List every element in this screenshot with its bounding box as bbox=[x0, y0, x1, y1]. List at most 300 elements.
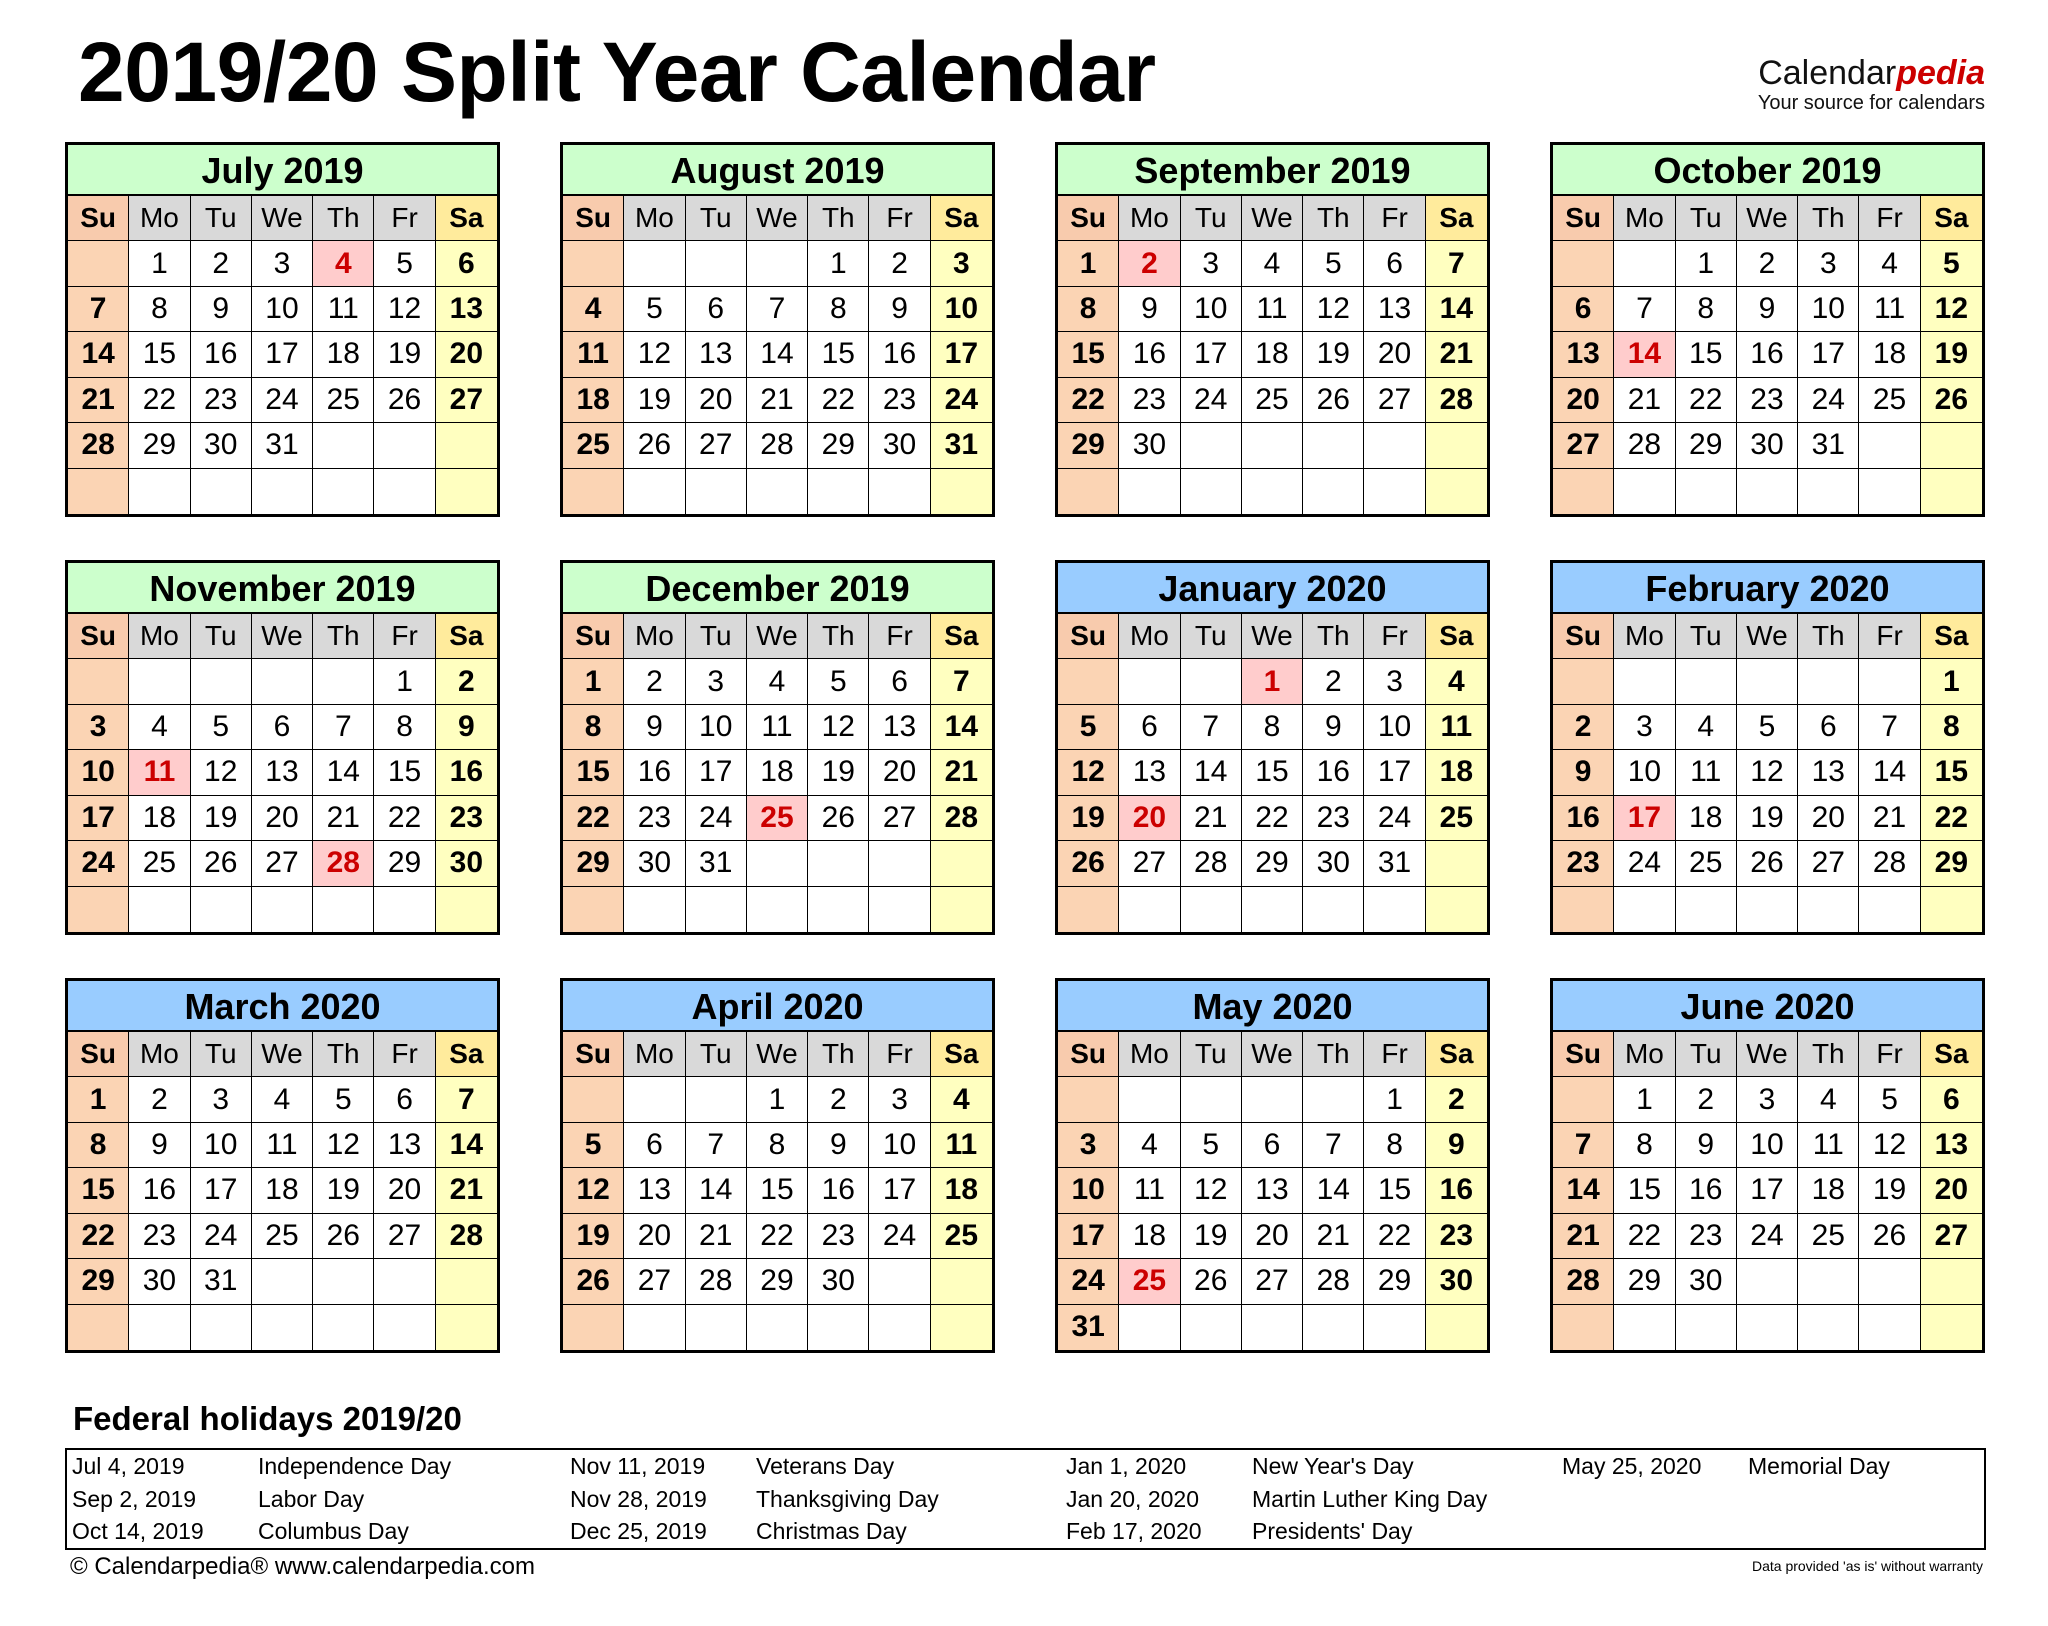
day-cell[interactable]: 13 bbox=[1921, 1123, 1982, 1168]
day-cell[interactable]: 24 bbox=[1181, 378, 1242, 423]
day-cell[interactable]: 6 bbox=[1242, 1123, 1303, 1168]
day-cell[interactable]: 24 bbox=[1614, 841, 1675, 886]
day-cell[interactable]: 9 bbox=[1426, 1123, 1487, 1168]
day-cell[interactable]: 14 bbox=[1859, 750, 1920, 795]
day-cell[interactable]: 17 bbox=[869, 1168, 930, 1213]
day-cell[interactable]: 23 bbox=[1119, 378, 1180, 423]
day-cell[interactable]: 12 bbox=[313, 1123, 374, 1168]
day-cell[interactable]: 15 bbox=[129, 332, 190, 377]
day-cell[interactable]: 14 bbox=[436, 1123, 497, 1168]
day-cell[interactable]: 29 bbox=[1614, 1259, 1675, 1304]
day-cell[interactable]: 24 bbox=[1364, 796, 1425, 841]
day-cell[interactable]: 5 bbox=[374, 241, 435, 286]
day-cell[interactable]: 13 bbox=[374, 1123, 435, 1168]
day-cell[interactable]: 30 bbox=[129, 1259, 190, 1304]
day-cell[interactable]: 20 bbox=[1364, 332, 1425, 377]
day-cell[interactable]: 15 bbox=[563, 750, 624, 795]
day-cell[interactable]: 14 bbox=[1181, 750, 1242, 795]
day-cell[interactable]: 18 bbox=[252, 1168, 313, 1213]
day-cell[interactable]: 29 bbox=[1058, 423, 1119, 468]
day-cell[interactable]: 18 bbox=[1798, 1168, 1859, 1213]
day-cell[interactable]: 20 bbox=[1553, 378, 1614, 423]
day-cell[interactable]: 9 bbox=[869, 287, 930, 332]
day-cell[interactable]: 4 bbox=[1859, 241, 1920, 286]
day-cell[interactable]: 7 bbox=[931, 659, 992, 704]
holiday-day-cell[interactable]: 1 bbox=[1242, 659, 1303, 704]
day-cell[interactable]: 28 bbox=[1303, 1259, 1364, 1304]
day-cell[interactable]: 18 bbox=[313, 332, 374, 377]
day-cell[interactable]: 21 bbox=[1614, 378, 1675, 423]
day-cell[interactable]: 3 bbox=[1181, 241, 1242, 286]
day-cell[interactable]: 22 bbox=[563, 796, 624, 841]
day-cell[interactable]: 21 bbox=[1426, 332, 1487, 377]
day-cell[interactable]: 11 bbox=[563, 332, 624, 377]
day-cell[interactable]: 29 bbox=[808, 423, 869, 468]
day-cell[interactable]: 10 bbox=[869, 1123, 930, 1168]
day-cell[interactable]: 24 bbox=[1058, 1259, 1119, 1304]
day-cell[interactable]: 5 bbox=[1859, 1077, 1920, 1122]
day-cell[interactable]: 18 bbox=[1119, 1214, 1180, 1259]
day-cell[interactable]: 15 bbox=[1614, 1168, 1675, 1213]
day-cell[interactable]: 10 bbox=[68, 750, 129, 795]
day-cell[interactable]: 29 bbox=[747, 1259, 808, 1304]
day-cell[interactable]: 22 bbox=[1242, 796, 1303, 841]
day-cell[interactable]: 25 bbox=[563, 423, 624, 468]
day-cell[interactable]: 5 bbox=[624, 287, 685, 332]
day-cell[interactable]: 20 bbox=[374, 1168, 435, 1213]
day-cell[interactable]: 4 bbox=[1119, 1123, 1180, 1168]
day-cell[interactable]: 5 bbox=[191, 705, 252, 750]
day-cell[interactable]: 7 bbox=[747, 287, 808, 332]
day-cell[interactable]: 12 bbox=[1058, 750, 1119, 795]
day-cell[interactable]: 30 bbox=[1676, 1259, 1737, 1304]
day-cell[interactable]: 25 bbox=[129, 841, 190, 886]
day-cell[interactable]: 30 bbox=[1426, 1259, 1487, 1304]
day-cell[interactable]: 5 bbox=[1921, 241, 1982, 286]
day-cell[interactable]: 23 bbox=[808, 1214, 869, 1259]
day-cell[interactable]: 20 bbox=[686, 378, 747, 423]
day-cell[interactable]: 22 bbox=[1364, 1214, 1425, 1259]
day-cell[interactable]: 1 bbox=[1921, 659, 1982, 704]
day-cell[interactable]: 11 bbox=[1242, 287, 1303, 332]
day-cell[interactable]: 31 bbox=[191, 1259, 252, 1304]
day-cell[interactable]: 9 bbox=[436, 705, 497, 750]
day-cell[interactable]: 17 bbox=[686, 750, 747, 795]
day-cell[interactable]: 5 bbox=[563, 1123, 624, 1168]
day-cell[interactable]: 21 bbox=[931, 750, 992, 795]
day-cell[interactable]: 13 bbox=[1364, 287, 1425, 332]
day-cell[interactable]: 2 bbox=[624, 659, 685, 704]
day-cell[interactable]: 2 bbox=[1553, 705, 1614, 750]
day-cell[interactable]: 12 bbox=[624, 332, 685, 377]
day-cell[interactable]: 6 bbox=[436, 241, 497, 286]
day-cell[interactable]: 27 bbox=[686, 423, 747, 468]
day-cell[interactable]: 31 bbox=[252, 423, 313, 468]
day-cell[interactable]: 2 bbox=[869, 241, 930, 286]
day-cell[interactable]: 26 bbox=[1859, 1214, 1920, 1259]
day-cell[interactable]: 12 bbox=[1859, 1123, 1920, 1168]
day-cell[interactable]: 24 bbox=[931, 378, 992, 423]
day-cell[interactable]: 7 bbox=[1553, 1123, 1614, 1168]
day-cell[interactable]: 27 bbox=[1921, 1214, 1982, 1259]
day-cell[interactable]: 30 bbox=[869, 423, 930, 468]
day-cell[interactable]: 29 bbox=[1921, 841, 1982, 886]
day-cell[interactable]: 4 bbox=[1242, 241, 1303, 286]
day-cell[interactable]: 23 bbox=[129, 1214, 190, 1259]
day-cell[interactable]: 9 bbox=[624, 705, 685, 750]
day-cell[interactable]: 18 bbox=[1859, 332, 1920, 377]
day-cell[interactable]: 17 bbox=[68, 796, 129, 841]
day-cell[interactable]: 21 bbox=[68, 378, 129, 423]
day-cell[interactable]: 21 bbox=[1859, 796, 1920, 841]
day-cell[interactable]: 25 bbox=[931, 1214, 992, 1259]
day-cell[interactable]: 7 bbox=[313, 705, 374, 750]
day-cell[interactable]: 27 bbox=[436, 378, 497, 423]
day-cell[interactable]: 28 bbox=[1426, 378, 1487, 423]
day-cell[interactable]: 9 bbox=[808, 1123, 869, 1168]
day-cell[interactable]: 28 bbox=[68, 423, 129, 468]
day-cell[interactable]: 29 bbox=[1242, 841, 1303, 886]
day-cell[interactable]: 12 bbox=[1303, 287, 1364, 332]
day-cell[interactable]: 7 bbox=[68, 287, 129, 332]
day-cell[interactable]: 28 bbox=[1614, 423, 1675, 468]
day-cell[interactable]: 13 bbox=[1119, 750, 1180, 795]
day-cell[interactable]: 25 bbox=[1242, 378, 1303, 423]
day-cell[interactable]: 1 bbox=[1364, 1077, 1425, 1122]
day-cell[interactable]: 10 bbox=[191, 1123, 252, 1168]
day-cell[interactable]: 17 bbox=[1181, 332, 1242, 377]
day-cell[interactable]: 26 bbox=[374, 378, 435, 423]
day-cell[interactable]: 28 bbox=[1859, 841, 1920, 886]
day-cell[interactable]: 28 bbox=[747, 423, 808, 468]
day-cell[interactable]: 17 bbox=[1364, 750, 1425, 795]
day-cell[interactable]: 14 bbox=[1426, 287, 1487, 332]
day-cell[interactable]: 23 bbox=[624, 796, 685, 841]
day-cell[interactable]: 13 bbox=[869, 705, 930, 750]
day-cell[interactable]: 3 bbox=[1364, 659, 1425, 704]
day-cell[interactable]: 25 bbox=[313, 378, 374, 423]
day-cell[interactable]: 31 bbox=[931, 423, 992, 468]
day-cell[interactable]: 29 bbox=[129, 423, 190, 468]
day-cell[interactable]: 16 bbox=[1676, 1168, 1737, 1213]
day-cell[interactable]: 23 bbox=[1737, 378, 1798, 423]
day-cell[interactable]: 16 bbox=[1737, 332, 1798, 377]
day-cell[interactable]: 17 bbox=[252, 332, 313, 377]
day-cell[interactable]: 28 bbox=[436, 1214, 497, 1259]
day-cell[interactable]: 9 bbox=[1737, 287, 1798, 332]
day-cell[interactable]: 4 bbox=[1676, 705, 1737, 750]
day-cell[interactable]: 8 bbox=[129, 287, 190, 332]
day-cell[interactable]: 21 bbox=[686, 1214, 747, 1259]
day-cell[interactable]: 11 bbox=[313, 287, 374, 332]
day-cell[interactable]: 18 bbox=[1242, 332, 1303, 377]
day-cell[interactable]: 17 bbox=[1737, 1168, 1798, 1213]
day-cell[interactable]: 15 bbox=[1676, 332, 1737, 377]
day-cell[interactable]: 10 bbox=[1614, 750, 1675, 795]
day-cell[interactable]: 1 bbox=[563, 659, 624, 704]
day-cell[interactable]: 28 bbox=[931, 796, 992, 841]
brand-logo[interactable] bbox=[1758, 56, 1985, 113]
day-cell[interactable]: 7 bbox=[1303, 1123, 1364, 1168]
day-cell[interactable]: 1 bbox=[1614, 1077, 1675, 1122]
day-cell[interactable]: 23 bbox=[869, 378, 930, 423]
day-cell[interactable]: 3 bbox=[1798, 241, 1859, 286]
day-cell[interactable]: 2 bbox=[1737, 241, 1798, 286]
day-cell[interactable]: 1 bbox=[747, 1077, 808, 1122]
day-cell[interactable]: 17 bbox=[1058, 1214, 1119, 1259]
day-cell[interactable]: 26 bbox=[563, 1259, 624, 1304]
day-cell[interactable]: 11 bbox=[1676, 750, 1737, 795]
day-cell[interactable]: 19 bbox=[1181, 1214, 1242, 1259]
day-cell[interactable]: 12 bbox=[1737, 750, 1798, 795]
day-cell[interactable]: 22 bbox=[808, 378, 869, 423]
day-cell[interactable]: 19 bbox=[1921, 332, 1982, 377]
day-cell[interactable]: 18 bbox=[129, 796, 190, 841]
day-cell[interactable]: 23 bbox=[191, 378, 252, 423]
day-cell[interactable]: 8 bbox=[1614, 1123, 1675, 1168]
day-cell[interactable]: 9 bbox=[1119, 287, 1180, 332]
day-cell[interactable]: 9 bbox=[129, 1123, 190, 1168]
day-cell[interactable]: 12 bbox=[1921, 287, 1982, 332]
day-cell[interactable]: 4 bbox=[931, 1077, 992, 1122]
day-cell[interactable]: 4 bbox=[1798, 1077, 1859, 1122]
day-cell[interactable]: 6 bbox=[252, 705, 313, 750]
day-cell[interactable]: 2 bbox=[129, 1077, 190, 1122]
day-cell[interactable]: 7 bbox=[1859, 705, 1920, 750]
day-cell[interactable]: 31 bbox=[1364, 841, 1425, 886]
day-cell[interactable]: 26 bbox=[313, 1214, 374, 1259]
day-cell[interactable]: 11 bbox=[1119, 1168, 1180, 1213]
day-cell[interactable]: 11 bbox=[931, 1123, 992, 1168]
day-cell[interactable]: 19 bbox=[624, 378, 685, 423]
day-cell[interactable]: 2 bbox=[1303, 659, 1364, 704]
day-cell[interactable]: 1 bbox=[1676, 241, 1737, 286]
day-cell[interactable]: 9 bbox=[191, 287, 252, 332]
day-cell[interactable]: 19 bbox=[1859, 1168, 1920, 1213]
day-cell[interactable]: 20 bbox=[624, 1214, 685, 1259]
day-cell[interactable]: 22 bbox=[1614, 1214, 1675, 1259]
day-cell[interactable]: 16 bbox=[436, 750, 497, 795]
day-cell[interactable]: 30 bbox=[624, 841, 685, 886]
day-cell[interactable]: 26 bbox=[1737, 841, 1798, 886]
day-cell[interactable]: 15 bbox=[747, 1168, 808, 1213]
day-cell[interactable]: 13 bbox=[1798, 750, 1859, 795]
day-cell[interactable]: 19 bbox=[1058, 796, 1119, 841]
day-cell[interactable]: 19 bbox=[563, 1214, 624, 1259]
day-cell[interactable]: 31 bbox=[1058, 1305, 1119, 1350]
day-cell[interactable]: 25 bbox=[1676, 841, 1737, 886]
day-cell[interactable]: 6 bbox=[1798, 705, 1859, 750]
day-cell[interactable]: 8 bbox=[1921, 705, 1982, 750]
day-cell[interactable]: 7 bbox=[1426, 241, 1487, 286]
day-cell[interactable]: 1 bbox=[129, 241, 190, 286]
day-cell[interactable]: 17 bbox=[191, 1168, 252, 1213]
day-cell[interactable]: 9 bbox=[1303, 705, 1364, 750]
day-cell[interactable]: 30 bbox=[436, 841, 497, 886]
day-cell[interactable]: 10 bbox=[686, 705, 747, 750]
day-cell[interactable]: 7 bbox=[686, 1123, 747, 1168]
day-cell[interactable]: 3 bbox=[252, 241, 313, 286]
day-cell[interactable]: 30 bbox=[191, 423, 252, 468]
day-cell[interactable]: 21 bbox=[747, 378, 808, 423]
day-cell[interactable]: 16 bbox=[624, 750, 685, 795]
day-cell[interactable]: 4 bbox=[129, 705, 190, 750]
day-cell[interactable]: 1 bbox=[808, 241, 869, 286]
day-cell[interactable]: 27 bbox=[252, 841, 313, 886]
day-cell[interactable]: 24 bbox=[68, 841, 129, 886]
day-cell[interactable]: 24 bbox=[1737, 1214, 1798, 1259]
day-cell[interactable]: 23 bbox=[436, 796, 497, 841]
day-cell[interactable]: 10 bbox=[1181, 287, 1242, 332]
day-cell[interactable]: 11 bbox=[1426, 705, 1487, 750]
day-cell[interactable]: 16 bbox=[1426, 1168, 1487, 1213]
day-cell[interactable]: 21 bbox=[1181, 796, 1242, 841]
day-cell[interactable]: 22 bbox=[129, 378, 190, 423]
day-cell[interactable]: 13 bbox=[1242, 1168, 1303, 1213]
holiday-day-cell[interactable]: 20 bbox=[1119, 796, 1180, 841]
day-cell[interactable]: 30 bbox=[1119, 423, 1180, 468]
day-cell[interactable]: 18 bbox=[931, 1168, 992, 1213]
day-cell[interactable]: 5 bbox=[1737, 705, 1798, 750]
day-cell[interactable]: 8 bbox=[374, 705, 435, 750]
day-cell[interactable]: 21 bbox=[436, 1168, 497, 1213]
day-cell[interactable]: 27 bbox=[869, 796, 930, 841]
day-cell[interactable]: 24 bbox=[252, 378, 313, 423]
day-cell[interactable]: 13 bbox=[624, 1168, 685, 1213]
day-cell[interactable]: 23 bbox=[1676, 1214, 1737, 1259]
day-cell[interactable]: 20 bbox=[869, 750, 930, 795]
day-cell[interactable]: 22 bbox=[747, 1214, 808, 1259]
day-cell[interactable]: 27 bbox=[624, 1259, 685, 1304]
day-cell[interactable]: 24 bbox=[869, 1214, 930, 1259]
day-cell[interactable]: 30 bbox=[1737, 423, 1798, 468]
day-cell[interactable]: 20 bbox=[1798, 796, 1859, 841]
day-cell[interactable]: 22 bbox=[1058, 378, 1119, 423]
day-cell[interactable]: 31 bbox=[686, 841, 747, 886]
day-cell[interactable]: 26 bbox=[1181, 1259, 1242, 1304]
day-cell[interactable]: 17 bbox=[931, 332, 992, 377]
day-cell[interactable]: 29 bbox=[374, 841, 435, 886]
day-cell[interactable]: 13 bbox=[1553, 332, 1614, 377]
day-cell[interactable]: 29 bbox=[563, 841, 624, 886]
day-cell[interactable]: 10 bbox=[1364, 705, 1425, 750]
holiday-day-cell[interactable]: 4 bbox=[313, 241, 374, 286]
day-cell[interactable]: 27 bbox=[1119, 841, 1180, 886]
day-cell[interactable]: 25 bbox=[1426, 796, 1487, 841]
day-cell[interactable]: 7 bbox=[1614, 287, 1675, 332]
day-cell[interactable]: 5 bbox=[1303, 241, 1364, 286]
holiday-day-cell[interactable]: 28 bbox=[313, 841, 374, 886]
day-cell[interactable]: 5 bbox=[313, 1077, 374, 1122]
day-cell[interactable]: 23 bbox=[1553, 841, 1614, 886]
day-cell[interactable]: 21 bbox=[1553, 1214, 1614, 1259]
day-cell[interactable]: 3 bbox=[1058, 1123, 1119, 1168]
day-cell[interactable]: 14 bbox=[747, 332, 808, 377]
day-cell[interactable]: 12 bbox=[808, 705, 869, 750]
day-cell[interactable]: 19 bbox=[1737, 796, 1798, 841]
day-cell[interactable]: 11 bbox=[252, 1123, 313, 1168]
day-cell[interactable]: 14 bbox=[1303, 1168, 1364, 1213]
day-cell[interactable]: 10 bbox=[252, 287, 313, 332]
day-cell[interactable]: 18 bbox=[1676, 796, 1737, 841]
day-cell[interactable]: 9 bbox=[1676, 1123, 1737, 1168]
day-cell[interactable]: 3 bbox=[931, 241, 992, 286]
day-cell[interactable]: 21 bbox=[313, 796, 374, 841]
day-cell[interactable]: 15 bbox=[1058, 332, 1119, 377]
day-cell[interactable]: 16 bbox=[1303, 750, 1364, 795]
day-cell[interactable]: 25 bbox=[1798, 1214, 1859, 1259]
day-cell[interactable]: 14 bbox=[1553, 1168, 1614, 1213]
day-cell[interactable]: 11 bbox=[747, 705, 808, 750]
day-cell[interactable]: 26 bbox=[1303, 378, 1364, 423]
day-cell[interactable]: 18 bbox=[747, 750, 808, 795]
day-cell[interactable]: 6 bbox=[374, 1077, 435, 1122]
day-cell[interactable]: 3 bbox=[1737, 1077, 1798, 1122]
day-cell[interactable]: 14 bbox=[68, 332, 129, 377]
day-cell[interactable]: 19 bbox=[191, 796, 252, 841]
day-cell[interactable]: 6 bbox=[624, 1123, 685, 1168]
day-cell[interactable]: 2 bbox=[436, 659, 497, 704]
day-cell[interactable]: 11 bbox=[1859, 287, 1920, 332]
day-cell[interactable]: 30 bbox=[1303, 841, 1364, 886]
day-cell[interactable]: 24 bbox=[1798, 378, 1859, 423]
day-cell[interactable]: 3 bbox=[68, 705, 129, 750]
day-cell[interactable]: 2 bbox=[1676, 1077, 1737, 1122]
holiday-day-cell[interactable]: 25 bbox=[1119, 1259, 1180, 1304]
day-cell[interactable]: 27 bbox=[1242, 1259, 1303, 1304]
day-cell[interactable]: 7 bbox=[1181, 705, 1242, 750]
day-cell[interactable]: 15 bbox=[808, 332, 869, 377]
day-cell[interactable]: 2 bbox=[808, 1077, 869, 1122]
holiday-day-cell[interactable]: 17 bbox=[1614, 796, 1675, 841]
day-cell[interactable]: 1 bbox=[68, 1077, 129, 1122]
day-cell[interactable]: 5 bbox=[1058, 705, 1119, 750]
day-cell[interactable]: 1 bbox=[374, 659, 435, 704]
day-cell[interactable]: 13 bbox=[436, 287, 497, 332]
day-cell[interactable]: 4 bbox=[1426, 659, 1487, 704]
day-cell[interactable]: 16 bbox=[808, 1168, 869, 1213]
day-cell[interactable]: 14 bbox=[313, 750, 374, 795]
holiday-day-cell[interactable]: 14 bbox=[1614, 332, 1675, 377]
day-cell[interactable]: 8 bbox=[747, 1123, 808, 1168]
day-cell[interactable]: 3 bbox=[869, 1077, 930, 1122]
day-cell[interactable]: 10 bbox=[1798, 287, 1859, 332]
day-cell[interactable]: 4 bbox=[252, 1077, 313, 1122]
day-cell[interactable]: 16 bbox=[1553, 796, 1614, 841]
day-cell[interactable]: 26 bbox=[624, 423, 685, 468]
day-cell[interactable]: 25 bbox=[1859, 378, 1920, 423]
day-cell[interactable]: 12 bbox=[374, 287, 435, 332]
day-cell[interactable]: 15 bbox=[1242, 750, 1303, 795]
day-cell[interactable]: 26 bbox=[1921, 378, 1982, 423]
day-cell[interactable]: 16 bbox=[129, 1168, 190, 1213]
day-cell[interactable]: 26 bbox=[1058, 841, 1119, 886]
day-cell[interactable]: 19 bbox=[374, 332, 435, 377]
day-cell[interactable]: 14 bbox=[686, 1168, 747, 1213]
day-cell[interactable]: 16 bbox=[869, 332, 930, 377]
day-cell[interactable]: 8 bbox=[563, 705, 624, 750]
day-cell[interactable]: 23 bbox=[1303, 796, 1364, 841]
day-cell[interactable]: 12 bbox=[563, 1168, 624, 1213]
day-cell[interactable]: 16 bbox=[191, 332, 252, 377]
day-cell[interactable]: 24 bbox=[191, 1214, 252, 1259]
day-cell[interactable]: 13 bbox=[252, 750, 313, 795]
day-cell[interactable]: 27 bbox=[1798, 841, 1859, 886]
day-cell[interactable]: 22 bbox=[1921, 796, 1982, 841]
day-cell[interactable]: 22 bbox=[1676, 378, 1737, 423]
day-cell[interactable]: 22 bbox=[374, 796, 435, 841]
day-cell[interactable]: 14 bbox=[931, 705, 992, 750]
